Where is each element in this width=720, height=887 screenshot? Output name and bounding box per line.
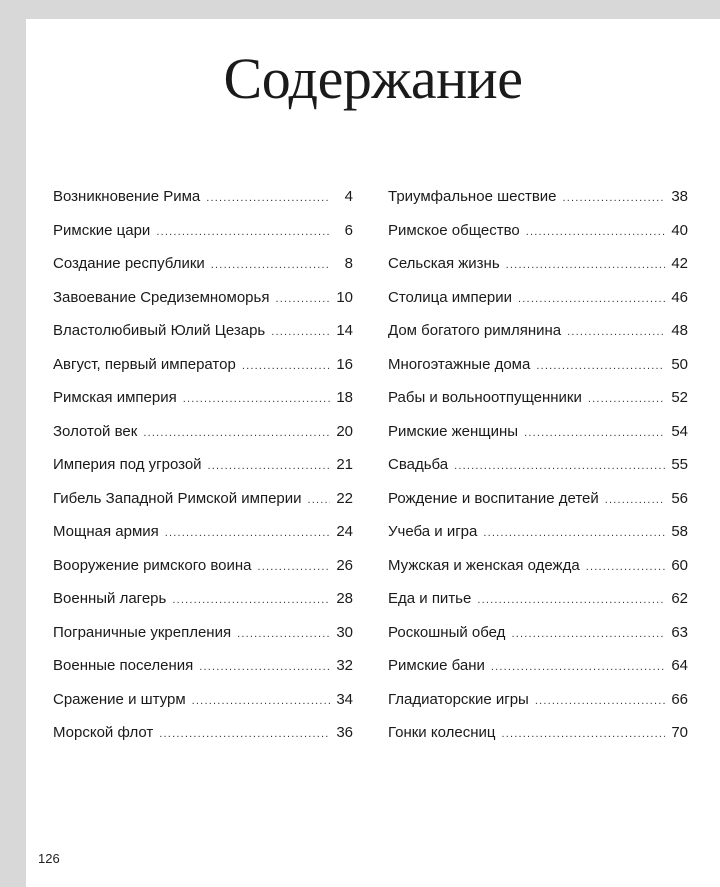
dot-leader xyxy=(156,226,330,238)
toc-entry xyxy=(388,691,688,725)
dot-leader xyxy=(143,427,330,439)
toc-entry-page: 50 xyxy=(671,355,688,373)
toc-entry-page: 64 xyxy=(671,657,688,674)
toc-entry-page: 34 xyxy=(336,690,353,708)
toc-entry xyxy=(53,188,353,222)
toc-entry xyxy=(388,356,688,390)
dot-leader xyxy=(491,661,665,673)
dot-leader xyxy=(518,293,665,305)
toc-entry xyxy=(388,624,688,658)
toc-entry-page: 24 xyxy=(336,523,353,540)
dot-leader xyxy=(237,628,330,640)
toc-entry xyxy=(388,657,688,691)
toc-entry-page: 14 xyxy=(336,322,353,339)
toc-entry-title: Еда и питье xyxy=(388,590,472,607)
toc-entry xyxy=(53,691,353,725)
toc-entry xyxy=(388,724,688,758)
toc-entry-title: Сельская жизнь xyxy=(388,255,500,272)
dot-leader xyxy=(242,360,330,372)
toc-entry-page: 62 xyxy=(671,590,688,607)
toc-entry xyxy=(388,389,688,423)
dot-leader xyxy=(536,360,665,372)
toc-entry-title: Триумфальное шествие xyxy=(388,188,557,205)
toc-entry xyxy=(53,423,353,457)
dot-leader xyxy=(211,259,330,271)
toc-entry xyxy=(388,490,688,524)
dot-leader xyxy=(275,293,330,305)
toc-entry-title: Римская империя xyxy=(53,389,177,406)
toc-entry-page: 56 xyxy=(671,489,688,507)
toc-entry xyxy=(53,389,353,423)
toc-entry-page: 36 xyxy=(336,724,353,741)
toc-entry-page: 46 xyxy=(671,288,688,306)
toc-entry xyxy=(388,523,688,557)
toc-left-column xyxy=(53,188,353,758)
dot-leader xyxy=(454,460,665,472)
toc-entry-page: 28 xyxy=(336,590,353,607)
toc-entry-page: 70 xyxy=(671,724,688,741)
toc-entry-title: Римские бани xyxy=(388,657,485,674)
toc-entry-title: Властолюбивый Юлий Цезарь xyxy=(53,322,266,339)
dot-leader xyxy=(563,192,665,204)
toc-entry xyxy=(53,624,353,658)
toc-entry-title: Столица империи xyxy=(388,288,513,306)
toc-entry xyxy=(53,322,353,356)
dot-leader xyxy=(586,561,665,573)
dot-leader xyxy=(206,192,330,204)
dot-leader xyxy=(208,460,330,472)
toc-entry xyxy=(53,590,353,624)
dot-leader xyxy=(501,728,665,740)
toc-entry-title: Гонки колесниц xyxy=(388,724,496,741)
toc-entry-title: Гладиаторские игры xyxy=(388,690,529,708)
toc-entry-page: 58 xyxy=(671,523,688,540)
dot-leader xyxy=(159,728,330,740)
toc-entry xyxy=(388,222,688,256)
toc-entry xyxy=(53,456,353,490)
toc-entry-page: 60 xyxy=(671,556,688,574)
toc-entry-title: Римские женщины xyxy=(388,422,519,440)
toc-entry-title: Дом богатого римлянина xyxy=(388,322,562,339)
toc-entry-title: Римские цари xyxy=(53,221,151,239)
toc-entry-title: Август, первый император xyxy=(53,355,236,373)
toc-entry-page: 18 xyxy=(336,389,353,406)
toc-entry-page: 63 xyxy=(671,623,688,641)
toc-entry-page: 26 xyxy=(336,556,353,574)
dot-leader xyxy=(567,326,665,338)
toc-entry-page: 10 xyxy=(336,288,353,306)
dot-leader xyxy=(526,226,665,238)
toc-entry-page: 8 xyxy=(344,255,353,272)
page-number: 126 xyxy=(38,851,60,866)
toc-entry-title: Военный лагерь xyxy=(53,590,167,607)
toc-entry-page: 38 xyxy=(671,188,688,205)
toc-entry-title: Мощная армия xyxy=(53,523,159,540)
toc-right-column xyxy=(388,188,688,758)
toc-entry-title: Вооружение римского воина xyxy=(53,556,252,574)
toc-entry xyxy=(388,289,688,323)
toc-entry-page: 30 xyxy=(336,623,353,641)
dot-leader xyxy=(524,427,665,439)
toc-entry xyxy=(53,356,353,390)
toc-entry-page: 22 xyxy=(336,489,353,507)
toc-entry-title: Сражение и штурм xyxy=(53,690,186,708)
toc-entry-page: 16 xyxy=(336,355,353,373)
toc-entry-page: 66 xyxy=(671,690,688,708)
toc-entry xyxy=(388,322,688,356)
toc-entry xyxy=(53,490,353,524)
dot-leader xyxy=(588,393,665,405)
toc-entry xyxy=(53,222,353,256)
toc-entry xyxy=(53,289,353,323)
toc-entry xyxy=(388,456,688,490)
dot-leader xyxy=(258,561,331,573)
dot-leader xyxy=(271,326,330,338)
toc-entry-title: Рождение и воспитание детей xyxy=(388,489,599,507)
toc-entry xyxy=(53,255,353,289)
toc-entry-page: 20 xyxy=(336,422,353,440)
toc-entry-title: Римское общество xyxy=(388,221,520,239)
dot-leader xyxy=(483,527,665,539)
dot-leader xyxy=(506,259,665,271)
toc-entry-page: 21 xyxy=(336,456,353,473)
dot-leader xyxy=(172,594,330,606)
toc-entry xyxy=(53,657,353,691)
toc-entry-page: 54 xyxy=(671,422,688,440)
toc-entry-title: Возникновение Рима xyxy=(53,188,201,205)
toc-entry-page: 48 xyxy=(671,322,688,339)
toc-entry xyxy=(388,590,688,624)
toc-entry-title: Золотой век xyxy=(53,422,138,440)
toc-entry-title: Морской флот xyxy=(53,724,154,741)
toc-entry xyxy=(53,557,353,591)
toc-entry-title: Гибель Западной Римской империи xyxy=(53,489,302,507)
toc-entry-title: Свадьба xyxy=(388,456,449,473)
toc-entry-title: Многоэтажные дома xyxy=(388,355,531,373)
toc-entry-title: Создание республики xyxy=(53,255,205,272)
toc-entry-title: Роскошный обед xyxy=(388,623,506,641)
dot-leader xyxy=(605,494,665,506)
toc-entry-page: 6 xyxy=(344,221,353,239)
book-page xyxy=(26,19,720,887)
toc-entry xyxy=(388,188,688,222)
toc-entry-title: Учеба и игра xyxy=(388,523,478,540)
toc-entry-page: 32 xyxy=(336,657,353,674)
toc-entry-page: 42 xyxy=(671,255,688,272)
toc-entry-title: Рабы и вольноотпущенники xyxy=(388,389,582,406)
toc-entry-title: Военные поселения xyxy=(53,657,194,674)
dot-leader xyxy=(477,594,665,606)
toc-entry-page: 52 xyxy=(671,389,688,406)
toc-entry xyxy=(388,423,688,457)
toc-entry xyxy=(53,724,353,758)
toc-entry-page: 55 xyxy=(671,456,688,473)
dot-leader xyxy=(308,494,330,506)
toc-entry-title: Мужская и женская одежда xyxy=(388,556,580,574)
dot-leader xyxy=(183,393,330,405)
toc-entry xyxy=(388,255,688,289)
dot-leader xyxy=(511,628,665,640)
toc-entry-title: Завоевание Средиземноморья xyxy=(53,288,270,306)
toc-entry xyxy=(388,557,688,591)
toc-entry-page: 40 xyxy=(671,221,688,239)
dot-leader xyxy=(199,661,330,673)
toc-entry-title: Пограничные укрепления xyxy=(53,623,232,641)
page-title: Содержание xyxy=(223,46,523,111)
dot-leader xyxy=(165,527,330,539)
toc-entry-title: Империя под угрозой xyxy=(53,456,202,473)
dot-leader xyxy=(192,695,330,707)
toc-entry-page: 4 xyxy=(344,188,353,205)
toc-entry xyxy=(53,523,353,557)
dot-leader xyxy=(535,695,665,707)
